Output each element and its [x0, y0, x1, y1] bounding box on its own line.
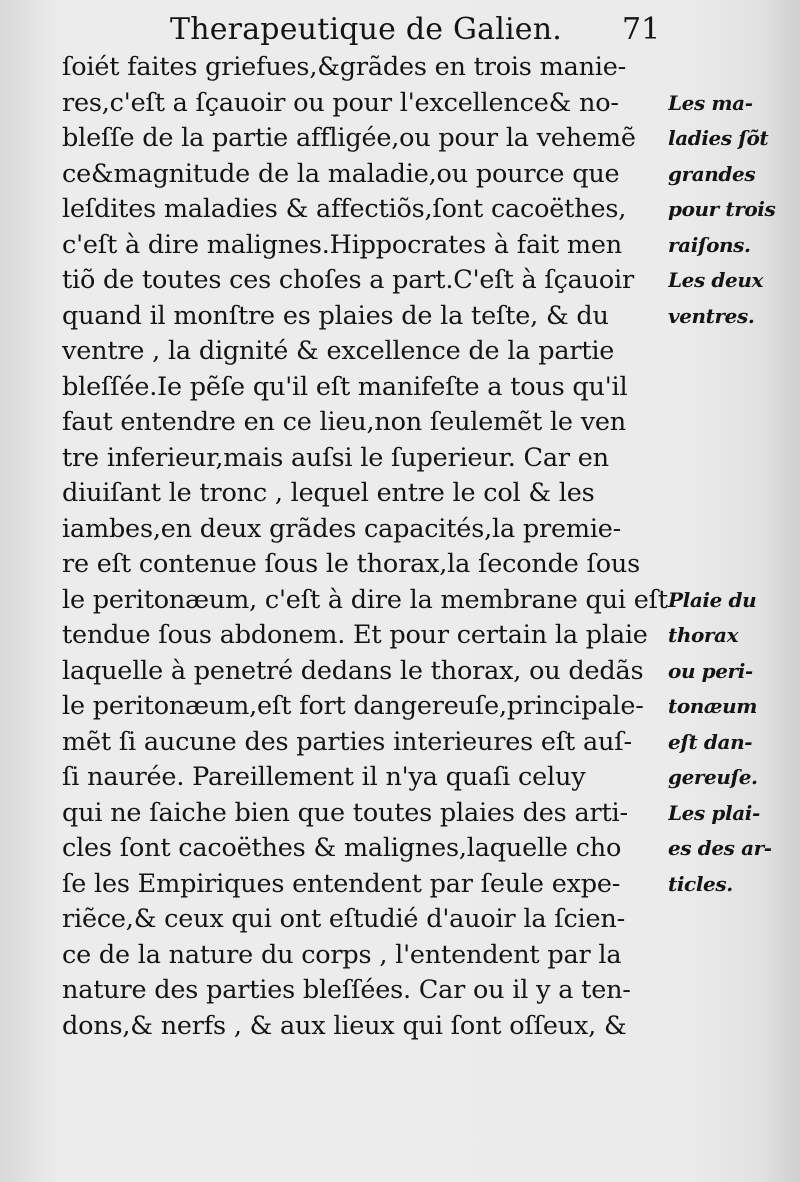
text-line: res,c'eſt a ſçauoir ou pour l'excellence& no-	[62, 87, 619, 118]
text-line: re eſt contenue ſous le thorax,la ſeconde ſous	[62, 549, 641, 579]
margin-note-line: ticles.	[668, 871, 733, 896]
margin-note-line: Plaie du	[668, 587, 757, 612]
margin-note-line: pour trois	[668, 197, 776, 221]
margin-note-line: gereuſe.	[668, 765, 758, 789]
text-line: c'eſt à dire malignes.Hippocrates à fait men	[62, 229, 623, 260]
text-line: cles ſont cacoëthes & malignes,laquelle cho	[62, 833, 622, 863]
text-line: le peritonæum, c'eſt à dire la membrane qui eſt	[62, 584, 668, 615]
text-line: ſoiét faites griefues,&grãdes en trois manie-	[62, 52, 627, 82]
margin-note-line: ventres.	[668, 303, 755, 328]
text-line: ſi naurée. Pareillement il n'ya quaſi celuy	[62, 762, 586, 792]
text-line: iambes,en deux grãdes capacités,la premie-	[62, 513, 622, 544]
margin-note-line: tonæum	[668, 694, 758, 718]
text-line: bleſſée.Ie pẽſe qu'il eſt manifeſte a tous qu'il	[62, 371, 628, 402]
text-line: diuiſant le tronc , lequel entre le col & les	[62, 478, 595, 508]
page-header	[0, 6, 800, 50]
margin-note-line: Les deux	[668, 268, 763, 292]
margin-note-line: thorax	[668, 623, 739, 647]
text-line: riẽce,& ceux qui ont eſtudié d'auoir la ſcien-	[62, 904, 626, 934]
text-line: bleſſe de la partie affligée,ou pour la vehemẽ	[62, 123, 636, 153]
margin-note-line: ladies ſõt	[668, 126, 769, 150]
text-line: ce&magnitude de la maladie,ou pource que	[62, 158, 620, 189]
margin-note-line: Les plai-	[668, 800, 760, 825]
margin-note-line: eſt dan-	[668, 729, 753, 754]
text-line: mẽt ſi aucune des parties interieures eſt auſ-	[62, 726, 632, 757]
text-line: ce de la nature du corps , l'entendent par la	[62, 939, 622, 970]
running-title: Therapeutique de Galien.	[170, 12, 563, 47]
text-line: qui ne ſaiche bien que toutes plaies des arti-	[62, 797, 628, 828]
page-number: 71	[622, 12, 661, 47]
body-text	[62, 50, 672, 1044]
text-line: tre inferieur,mais auſsi le ſuperieur. Car en	[62, 442, 609, 473]
text-line: le peritonæum,eſt fort dangereuſe,principale-	[62, 691, 644, 721]
text-line: tiõ de toutes ces choſes a part.C'eſt à ſçauoir	[62, 265, 635, 295]
margin-note-line: raiſons.	[668, 232, 751, 257]
margin-note-line: es des ar-	[668, 836, 772, 860]
text-line: leſdites maladies & affectiõs,ſont cacoëthes,	[62, 194, 627, 224]
text-line: tendue ſous abdonem. Et pour certain la plaie	[62, 620, 648, 650]
text-line: quand il monſtre es plaies de la teſte, & du	[62, 300, 609, 331]
margin-note-line: Les ma-	[668, 90, 753, 115]
text-line: nature des parties bleſſées. Car ou il y a ten-	[62, 975, 631, 1005]
text-line: ſe les Empiriques entendent par ſeule expe-	[62, 868, 621, 899]
text-line: dons,& nerfs , & aux lieux qui ſont oſſeux, &	[62, 1010, 627, 1041]
margin-note-line: grandes	[668, 161, 756, 186]
margin-note-line: ou peri-	[668, 658, 753, 683]
text-line: ventre , la dignité & excellence de la partie	[62, 336, 615, 366]
text-line: laquelle à penetré dedans le thorax, ou dedãs	[62, 655, 644, 686]
text-line: faut entendre en ce lieu,non ſeulemẽt le ven	[62, 407, 627, 437]
